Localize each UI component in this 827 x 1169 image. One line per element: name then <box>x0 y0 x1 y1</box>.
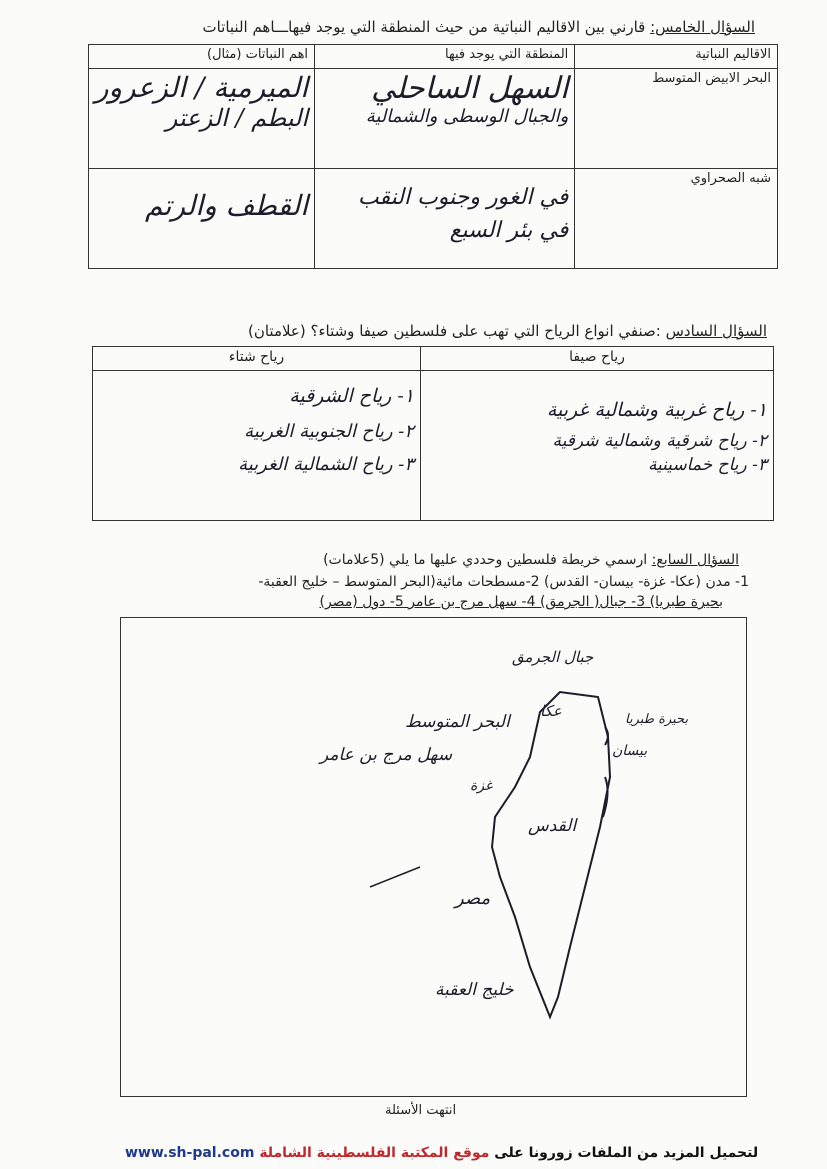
map-label-quds: القدس <box>528 816 577 836</box>
map-label-sea: البحر المتوسط <box>405 712 510 732</box>
q7-label: السؤال السابع: <box>651 552 739 568</box>
q5-plants-cell <box>89 69 315 169</box>
q6-summer-cell <box>421 371 774 521</box>
footer-text: لتحميل المزيد من الملفات زورونا على <box>494 1145 759 1161</box>
q7-heading <box>323 552 739 568</box>
handwritten-answer: ٢- رياح شرقية وشمالية شرقية <box>552 431 767 451</box>
q6-header-summer: رياح صيفا <box>421 347 774 371</box>
handwritten-answer: القطف والرتم <box>145 189 309 222</box>
map-label-akka: عكا <box>540 702 562 720</box>
q5-header-area: المنطقة التي يوجد فيها <box>315 45 575 69</box>
handwritten-answer: الميرمية / الزعرور <box>95 71 309 104</box>
handwritten-answer: السهل الساحلي <box>371 71 569 106</box>
map-label-aqaba: خليج العقبة <box>435 980 514 1000</box>
map-label-jarmaq: جبال الجرمق <box>512 648 594 666</box>
handwritten-answer: ٢- رياح الجنوبية الغربية <box>244 421 414 442</box>
q5-region: شبه الصحراوي <box>575 169 778 269</box>
q6-label: السؤال السادس <box>665 322 767 340</box>
handwritten-answer: البطم / الزعتر <box>165 104 309 132</box>
handwritten-answer: في بئر السبع <box>449 218 569 243</box>
handwritten-answer: ١- رياح الشرقية <box>289 385 414 407</box>
q6-heading <box>248 322 767 340</box>
map-label-egypt: مصر <box>455 888 491 909</box>
end-of-questions: انتهت الأسئلة <box>385 1103 457 1118</box>
q5-table <box>88 44 778 269</box>
q7-prompt: ارسمي خريطة فلسطين وحددي عليها ما يلي (5علامات) <box>323 552 648 568</box>
q5-prompt: قارني بين الاقاليم النباتية من حيث المنطقة التي يوجد فيهاـــاهم النباتات <box>202 18 646 36</box>
q6-header-winter: رياح شتاء <box>93 347 421 371</box>
stray-pen-line <box>370 867 420 887</box>
handwritten-answer: ٣- رياح الشمالية الغربية <box>238 454 414 475</box>
map-label-tiberias: بحيرة طبريا <box>625 712 689 727</box>
palestine-map-sketch <box>120 617 745 1095</box>
q5-row <box>89 169 778 269</box>
q5-heading <box>202 18 755 36</box>
q6-winter-cell <box>93 371 421 521</box>
q5-area-cell <box>315 169 575 269</box>
handwritten-answer: في الغور وجنوب النقب <box>357 185 569 210</box>
q5-label: السؤال الخامس: <box>650 18 755 36</box>
footer-url-link[interactable]: www.sh-pal.com <box>125 1145 255 1161</box>
q5-area-cell <box>315 69 575 169</box>
q5-header-plants: اهم النباتات (مثال) <box>89 45 315 69</box>
q6-table <box>92 346 774 521</box>
footer-site-name: موقع المكتبة الفلسطينية الشاملة <box>259 1145 490 1161</box>
handwritten-answer: والجبال الوسطى والشمالية <box>365 106 569 127</box>
q6-prompt: :صنفي انواع الرياح التي تهب على فلسطين صيفا وشتاء؟ (علامتان) <box>247 322 661 340</box>
q5-region: البحر الابيض المتوسط <box>575 69 778 169</box>
footer-banner <box>125 1145 758 1161</box>
map-label-gaza: غزة <box>470 778 493 794</box>
handwritten-answer: ٣- رياح خماسينية <box>647 455 767 475</box>
handwritten-answer: ١- رياح غربية وشمالية غربية <box>546 399 767 421</box>
map-label-marj: سهل مرج بن عامر <box>320 745 453 765</box>
map-label-beisan: بيسان <box>612 743 648 759</box>
q5-header-region: الاقاليم النباتية <box>575 45 778 69</box>
q7-line2: بحيرة طبريا) 3- جبال( الجرمق) 4- سهل مرج بن عامر 5- دول (مصر) <box>319 594 723 610</box>
q5-row <box>89 69 778 169</box>
q7-line1: 1- مدن (عكا- غزة- بيسان- القدس) 2-مسطحات مائية(البحر المتوسط – خليج العقبة- <box>258 574 749 590</box>
map-outline <box>492 692 610 1017</box>
q5-plants-cell <box>89 169 315 269</box>
